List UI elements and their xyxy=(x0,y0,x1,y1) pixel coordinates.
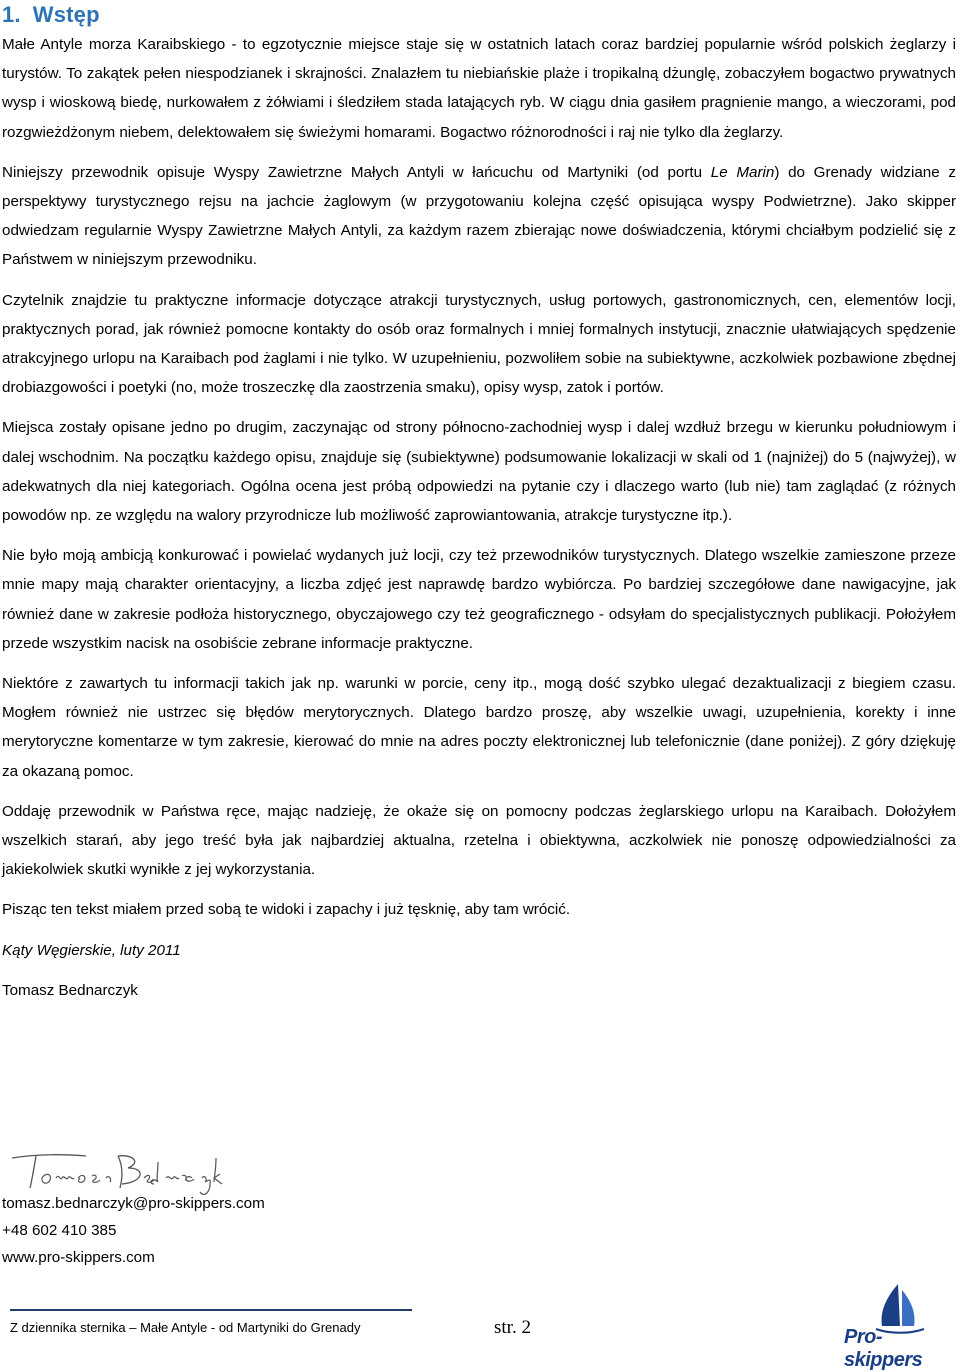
paragraph-closing: Pisząc ten tekst miałem przed sobą te widoki i zapachy i już tęsknię, aby tam wrócić. xyxy=(2,901,571,919)
phone-number: +48 602 410 385 xyxy=(2,1222,117,1239)
document-body xyxy=(2,30,956,1011)
page-number: str. 2 xyxy=(494,1317,531,1338)
section-heading xyxy=(2,2,100,28)
contact-block xyxy=(2,1190,265,1271)
paragraph-guide-scope xyxy=(2,158,956,275)
website-link[interactable]: www.pro-skippers.com xyxy=(2,1249,155,1266)
paragraph-handover: Oddaję przewodnik w Państwa ręce, mając nadzieję, że okaże się on pomocny podczas żeglarskiego urlopu na Karaibach. Dołożyłem wszelkich starań, aby jego treść była jak najbardziej aktualna, rzetelna i obiektywna, aczkolwiek nie ponoszę odpowiedzialności za jakiekolwiek skutki wynikłe z jej wykorzystania. xyxy=(2,802,956,879)
paragraph-order-of-places: Miejsca zostały opisane jedno po drugim, zaczynając od strony północno-zachodniej wysp i dalej wzdłuż brzegu w kierunku południowym i dalej wschodnim. Na początku każdego opisu, znajduje się (subiektywne) podsumowanie lokalizacji w skali od 1 (najniżej) do 5 (najwyżej), w adekwatnych dla niej kategoriach. Ogólna ocena jest próbą odpowiedzi na pytanie czy i dlaczego warto (lub nie) tam zaglądać (z różnych powodów np. ze względu na walory przyrodnicze lub możliwość zaprowiantowania, atrakcje turystyczne itp.). xyxy=(2,419,956,525)
footer-title: Z dziennika sternika – Małe Antyle - od Martyniki do Grenady xyxy=(10,1320,361,1335)
port-name-le-marin: Le Marin xyxy=(710,163,775,181)
paragraph-guide-scope-end: ) do Grenady widziane z perspektywy turystycznego rejsu na jachcie żaglowym (w przygotowaniu kolejna część opisująca wyspy Podwietrzne). Jako skipper odwiedzam regularnie Wyspy Zawietrzne Małych Antyli, za każdym razem zbierając nowe doświadczenia, którymi chciałbym podzielić się z Państwem w niniejszym przewodniku. xyxy=(2,163,956,269)
section-number: 1. xyxy=(2,2,21,27)
logo-wordmark: Pro-skippers xyxy=(844,1326,923,1371)
email-address[interactable]: tomasz.bednarczyk@pro-skippers.com xyxy=(2,1195,265,1212)
paragraph-guide-scope-start: Niniejszy przewodnik opisuje Wyspy Zawietrzne Małych Antyli w łańcuchu od Martyniki (od portu xyxy=(2,163,711,181)
section-title: Wstęp xyxy=(32,2,100,27)
author-name: Tomasz Bednarczyk xyxy=(2,981,138,999)
paragraph-corrections: Niektóre z zawartych tu informacji takich jak np. warunki w porcie, ceny itp., mogą dość szybko ulegać dezaktualizacji z biegiem czasu. Mogłem również nie ustrzec się błędów merytorycznych. Dlatego bardzo proszę, aby wszelkie uwagi, uzupełnienia, korekty i inne merytoryczne komentarze w tym zakresie, kierować do mnie na adres poczty elektronicznej lub telefonicznie (dane poniżej). Z góry dziękuję za okazaną pomoc. xyxy=(2,675,956,780)
place-and-date: Kąty Węgierskie, luty 2011 xyxy=(2,941,181,959)
paragraph-ambition: Nie było moją ambicją konkurować i powielać wydanych już locji, czy też przewodników turystycznych. Dlatego wszelkie zamieszone przeze mnie mapy mają charakter orientacyjny, a liczba zdjęć jest naprawdę bardzo wybiórcza. Po bardziej szczegółowe dane nawigacyjne, jak również dane w zakresie podłoża historycznego, obyczajowego czy też geograficznego - odsyłam do specjalistycznych publikacji. Położyłem przede wszystkim nacisk na osobiście zebrane informacje praktyczne. xyxy=(2,547,956,652)
footer-divider xyxy=(10,1309,412,1311)
paragraph-intro: Małe Antyle morza Karaibskiego - to egzotycznie miejsce staje się w ostatnich latach coraz bardziej popularnie wśród polskich żeglarzy i turystów. To zakątek pełen niespodzianek i skrajności. Znalazłem tu niebiańskie plaże i tropikalną dżunglę, zobaczyłem bogactwo prywatnych wysp i wioskową biedę, nurkowałem z żółwiami i śledziłem stada latających ryb. W ciągu dnia gasiłem pragnienie mango, a wieczorami, pod rozgwieżdżonym niebem, delektowałem się świeżymi homarami. Bogactwo różnorodności i raj nie tylko dla żeglarzy. xyxy=(2,36,956,141)
paragraph-reader-info: Czytelnik znajdzie tu praktyczne informacje dotyczące atrakcji turystycznych, usług portowych, gastronomicznych, cen, elementów locji, praktycznych porad, jak również pomocne kontakty do osób oraz formalnych i mniej formalnych instytucji, znacznie ułatwiających spędzenie atrakcyjnego urlopu na Karaibach pod żaglami i nie tylko. W uzupełnieniu, pozwoliłem sobie na subiektywne, aczkolwiek pozbawione zbędnej drobiazgowości i poetyki (no, może troszeczkę dla zaostrzenia smaku), opisy wysp, zatok i portów. xyxy=(2,291,956,397)
handwritten-signature xyxy=(6,1148,236,1196)
